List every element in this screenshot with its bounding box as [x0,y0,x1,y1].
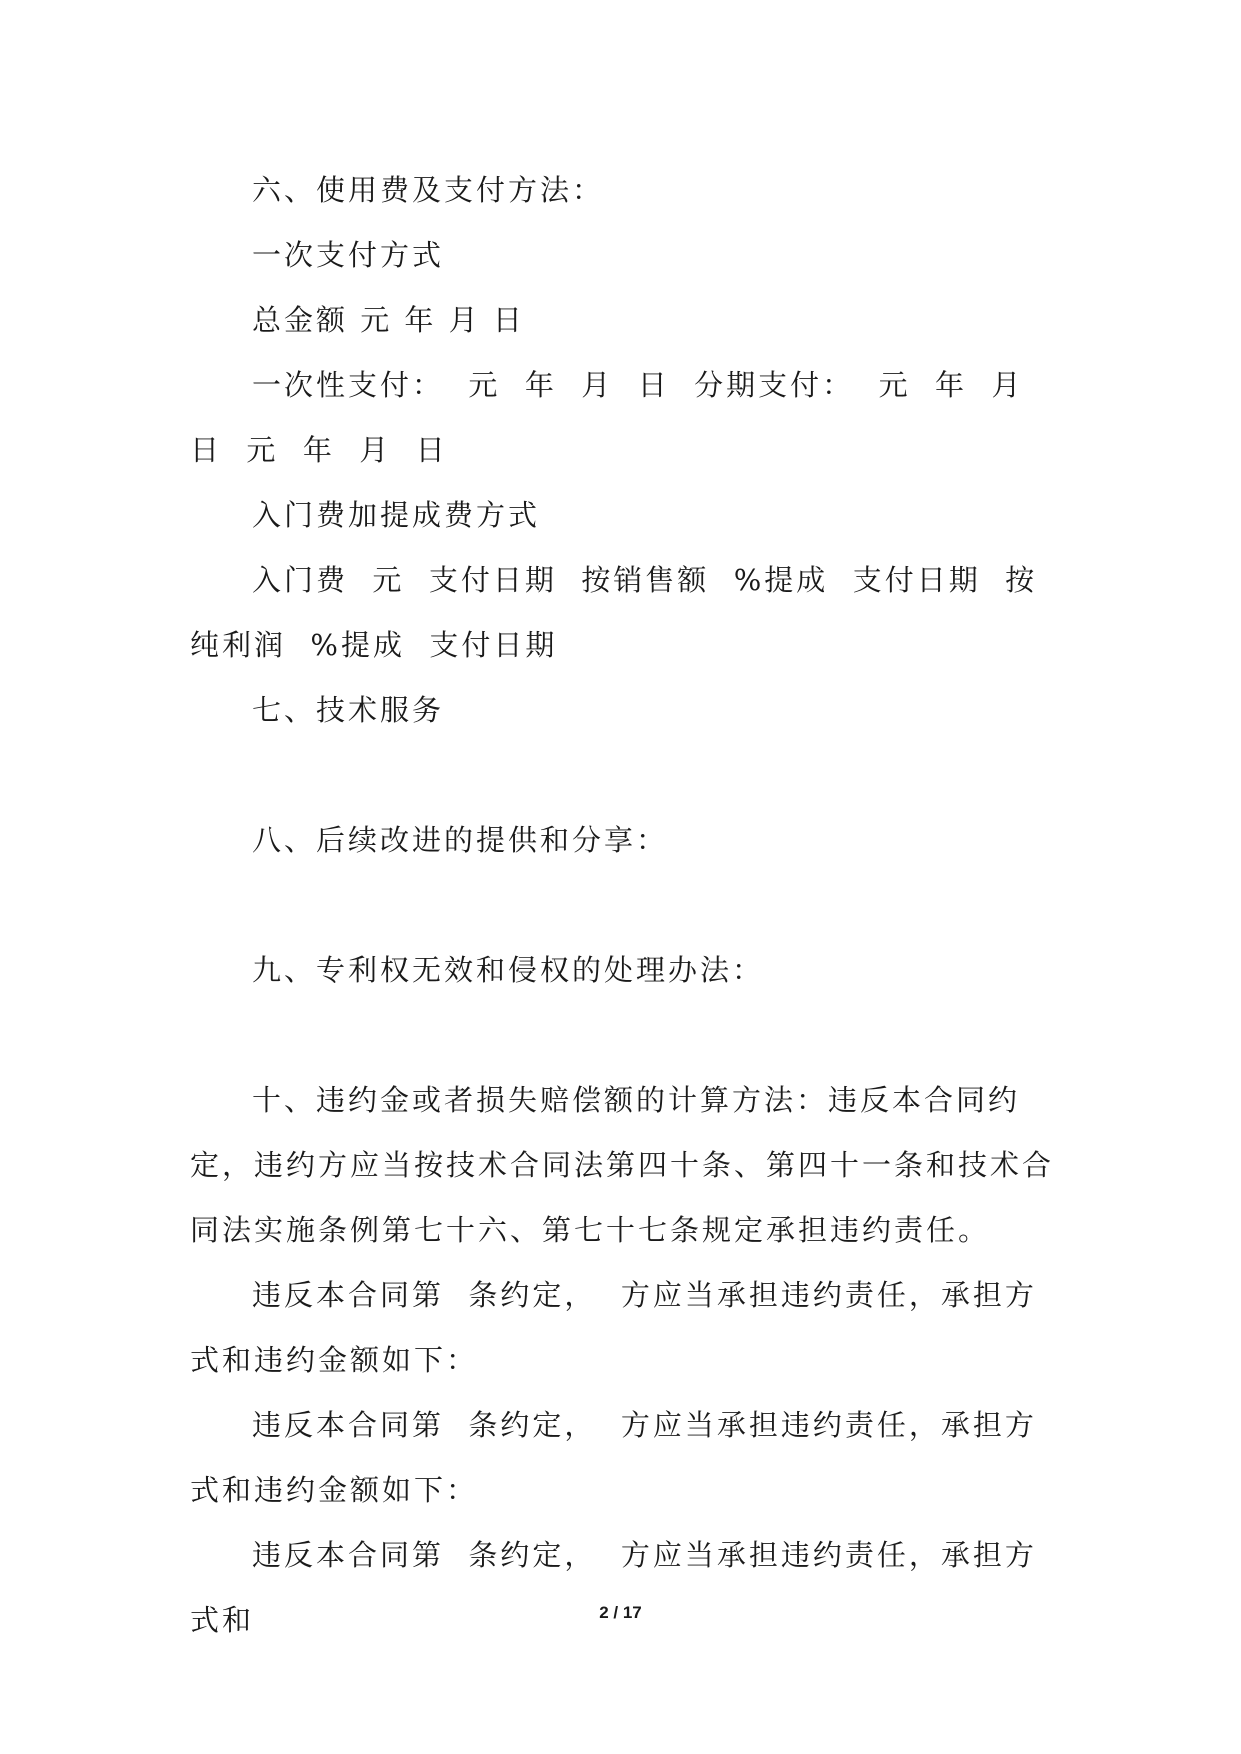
paragraph-lump-sum-method: 一次支付方式 [252,238,445,272]
breach-clause-paragraph: 违反本合同第 条约定， 方应当承担违约责任，承担方式和违约金额如下： [190,1408,1037,1507]
blank-line [190,873,1058,938]
document-body [190,158,1058,1653]
section-six-heading: 六、使用费及支付方法： [252,173,605,207]
breach-clause-paragraph: 违反本合同第 条约定， 方应当承担违约责任，承担方式和 [190,1538,1037,1637]
section-eight-heading: 八、后续改进的提供和分享： [252,823,669,857]
page-number: 2 / 17 [599,1603,642,1622]
paragraph-entry-fee-method: 入门费加提成费方式 [252,498,541,532]
section-ten-paragraph: 十、违约金或者损失赔偿额的计算方法：违反本合同约定，违约方应当按技术合同法第四十条、第四十一条和技术合同法实施条例第七十六、第七十七条规定承担违约责任。 [190,1083,1055,1247]
paragraph-payment-schedule: 一次性支付： 元 年 月 日 分期支付： 元 年 月 日 元 年 月 日 [190,368,1048,467]
paragraph-total-amount: 总金额 元 年 月 日 [252,303,525,337]
section-nine-heading: 九、专利权无效和侵权的处理办法： [252,953,765,987]
paragraph-entry-fee-details: 入门费 元 支付日期 按销售额 %提成 支付日期 按纯利润 %提成 支付日期 [190,563,1038,662]
breach-clause-paragraph: 违反本合同第 条约定， 方应当承担违约责任，承担方式和违约金额如下： [190,1278,1037,1377]
blank-line [190,1003,1058,1068]
blank-line [190,743,1058,808]
section-seven-heading: 七、技术服务 [252,693,445,727]
